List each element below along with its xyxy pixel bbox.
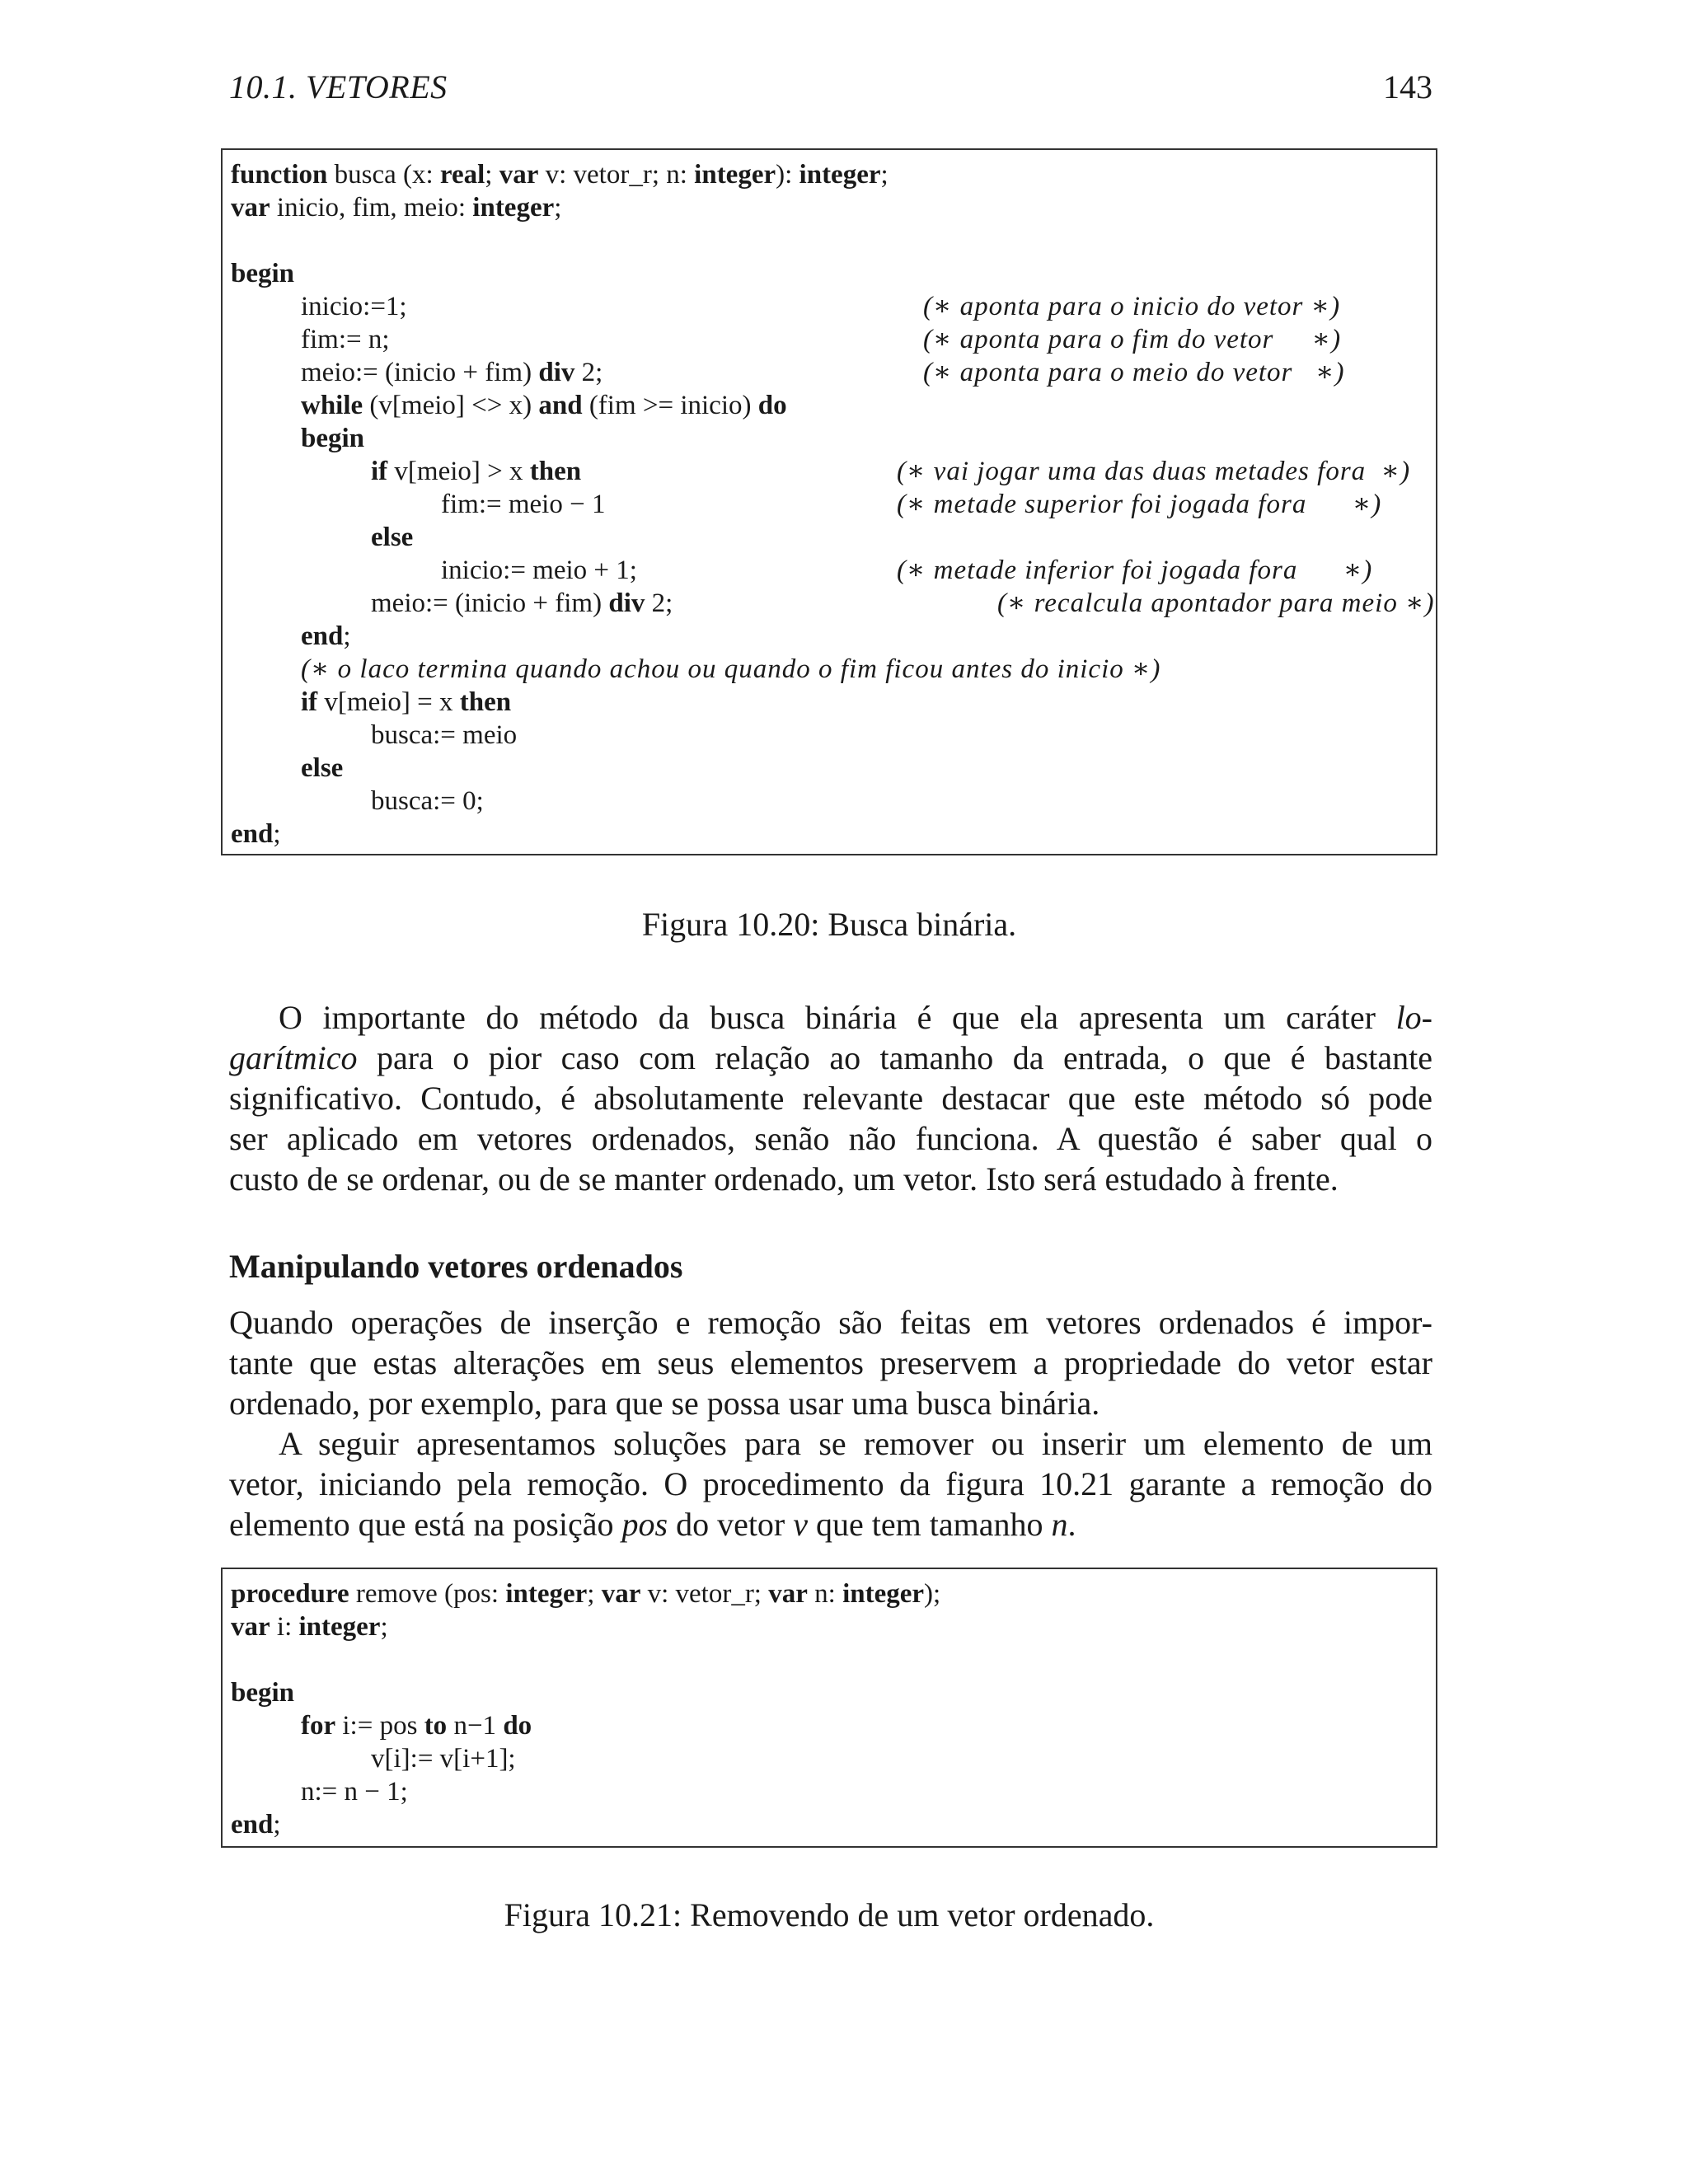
keyword: integer bbox=[505, 1579, 588, 1609]
code-line bbox=[301, 1709, 532, 1742]
text-run: (fim >= inicio) bbox=[582, 391, 758, 420]
code-line bbox=[231, 191, 561, 224]
code-listing-remove bbox=[221, 1568, 1437, 1848]
text-run: . bbox=[1067, 1506, 1076, 1543]
code-line bbox=[301, 389, 787, 422]
text-run: ): bbox=[776, 160, 799, 190]
code-line bbox=[371, 455, 581, 488]
text-run: A seguir apresentamos soluções para se remover ou inserir um elemento de um bbox=[279, 1425, 1432, 1462]
paragraph-line bbox=[229, 1383, 1432, 1423]
text-run: meio:= (inicio + fim) bbox=[301, 358, 539, 387]
keyword: div bbox=[538, 358, 575, 387]
code-comment: (∗ aponta para o fim do vetor ∗) bbox=[923, 325, 1342, 354]
code-line: inicio:= meio + 1; bbox=[441, 555, 637, 585]
text-run: n: bbox=[807, 1579, 843, 1609]
paragraph-line bbox=[229, 1078, 1432, 1118]
code-line bbox=[231, 1577, 940, 1610]
text-run: v: vetor_r; n: bbox=[538, 160, 695, 190]
emphasis: garítmico bbox=[229, 1039, 358, 1076]
keyword: begin bbox=[301, 424, 365, 453]
text-run: elemento que está na posição bbox=[229, 1506, 622, 1543]
keyword: else bbox=[301, 753, 344, 783]
keyword: if bbox=[371, 457, 388, 486]
text-run: ); bbox=[924, 1579, 941, 1609]
keyword: else bbox=[371, 523, 414, 552]
text-run: v[meio] > x bbox=[387, 457, 530, 486]
paragraph-line bbox=[229, 1038, 1432, 1078]
code-comment: (∗ o laco termina quando achou ou quando o fim ficou antes do inicio ∗) bbox=[301, 654, 1161, 684]
code-line: inicio:=1; bbox=[301, 292, 407, 321]
text-run: ; bbox=[380, 1612, 388, 1642]
keyword: var bbox=[231, 1612, 270, 1642]
emphasis: lo- bbox=[1395, 999, 1432, 1036]
text-run: i: bbox=[270, 1612, 299, 1642]
keyword: if bbox=[301, 687, 318, 717]
code-line bbox=[301, 686, 511, 719]
code-comment: (∗ metade inferior foi jogada fora ∗) bbox=[897, 555, 1373, 585]
keyword: integer bbox=[472, 193, 555, 223]
code-line bbox=[301, 752, 343, 785]
code-line bbox=[371, 587, 673, 620]
keyword: while bbox=[301, 391, 363, 420]
code-line: fim:= meio − 1 bbox=[441, 490, 606, 519]
keyword: integer bbox=[799, 160, 881, 190]
text-run: ; bbox=[587, 1579, 602, 1609]
text-run: vetor, iniciando pela remoção. O procedimento da figura 10.21 garante a remoção do bbox=[229, 1465, 1432, 1502]
keyword: end bbox=[231, 819, 274, 849]
paragraph-line bbox=[229, 1118, 1432, 1159]
text-run: para o pior caso com relação ao tamanho da entrada, o que é bastante bbox=[357, 1039, 1432, 1076]
text-run: busca (x: bbox=[327, 160, 440, 190]
keyword: for bbox=[301, 1711, 336, 1741]
text-run: ; bbox=[554, 193, 562, 223]
keyword: var bbox=[499, 160, 539, 190]
code-line bbox=[231, 1610, 388, 1643]
code-line bbox=[231, 158, 889, 191]
text-run: ser aplicado em vetores ordenados, senão não funciona. A questão é saber qual o bbox=[229, 1120, 1432, 1157]
text-run: que tem tamanho bbox=[808, 1506, 1052, 1543]
code-comment: (∗ recalcula apontador para meio ∗) bbox=[997, 588, 1435, 618]
keyword: begin bbox=[231, 259, 295, 288]
text-run: 2; bbox=[574, 358, 603, 387]
text-run: significativo. Contudo, é absolutamente relevante destacar que este método só pode bbox=[229, 1080, 1432, 1117]
text-run: ; bbox=[485, 160, 499, 190]
paragraph-line bbox=[229, 1302, 1432, 1343]
text-run: meio:= (inicio + fim) bbox=[371, 588, 609, 618]
text-run: v[meio] = x bbox=[317, 687, 460, 717]
text-run: remove (pos: bbox=[349, 1579, 506, 1609]
text-run: do vetor bbox=[668, 1506, 794, 1543]
code-line: busca:= meio bbox=[371, 720, 518, 750]
text-run: (v[meio] <> x) bbox=[363, 391, 539, 420]
code-line: fim:= n; bbox=[301, 325, 390, 354]
section-heading: Manipulando vetores ordenados bbox=[229, 1248, 683, 1285]
figure-caption-10-20: Figura 10.20: Busca binária. bbox=[641, 906, 1017, 943]
keyword: then bbox=[459, 687, 512, 717]
text-run: ; bbox=[343, 621, 351, 651]
keyword: end bbox=[301, 621, 344, 651]
text-run: ; bbox=[880, 160, 889, 190]
keyword: integer bbox=[842, 1579, 925, 1609]
paragraph-line bbox=[229, 1343, 1432, 1383]
code-line: n:= n − 1; bbox=[301, 1777, 408, 1807]
text-run: 2; bbox=[645, 588, 673, 618]
text-run: ; bbox=[273, 819, 281, 849]
paragraph-line bbox=[229, 1464, 1432, 1504]
keyword: begin bbox=[231, 1678, 295, 1708]
text-run: ; bbox=[273, 1810, 281, 1840]
code-listing-busca bbox=[221, 148, 1437, 855]
page-number: 143 bbox=[1383, 68, 1432, 105]
code-line: v[i]:= v[i+1]; bbox=[371, 1744, 516, 1774]
code-line bbox=[231, 818, 281, 851]
paragraph-line bbox=[229, 1504, 1432, 1544]
keyword: real bbox=[439, 160, 485, 190]
paragraph-line bbox=[229, 997, 1432, 1038]
text-run: ordenado, por exemplo, para que se possa usar uma busca binária. bbox=[229, 1385, 1100, 1422]
code-comment: (∗ metade superior foi jogada fora ∗) bbox=[897, 490, 1382, 519]
text-run: inicio, fim, meio: bbox=[270, 193, 473, 223]
code-comment: (∗ aponta para o inicio do vetor ∗) bbox=[923, 292, 1341, 321]
emphasis: pos bbox=[621, 1506, 668, 1543]
code-line bbox=[301, 620, 351, 653]
keyword: to bbox=[424, 1711, 448, 1741]
keyword: function bbox=[231, 160, 328, 190]
keyword: do bbox=[757, 391, 787, 420]
figure-caption-10-21: Figura 10.21: Removendo de um vetor ordenado. bbox=[504, 1896, 1155, 1933]
keyword: div bbox=[608, 588, 645, 618]
keyword: end bbox=[231, 1810, 274, 1840]
paragraph bbox=[229, 1302, 1432, 1423]
text-run: v: vetor_r; bbox=[640, 1579, 769, 1609]
emphasis: n bbox=[1051, 1506, 1068, 1543]
code-line bbox=[231, 257, 294, 290]
code-line: busca:= 0; bbox=[371, 786, 484, 816]
paragraph bbox=[229, 997, 1432, 1199]
keyword: integer bbox=[694, 160, 776, 190]
text-run: tante que estas alterações em seus elementos preservem a propriedade do vetor estar bbox=[229, 1344, 1432, 1381]
emphasis: v bbox=[793, 1506, 809, 1543]
keyword: var bbox=[601, 1579, 641, 1609]
code-line bbox=[301, 356, 603, 389]
keyword: integer bbox=[298, 1612, 381, 1642]
running-header bbox=[229, 68, 1432, 109]
code-line bbox=[371, 521, 413, 554]
keyword: do bbox=[503, 1711, 532, 1741]
code-comment: (∗ vai jogar uma das duas metades fora ∗) bbox=[897, 457, 1411, 486]
text-run: i:= pos bbox=[335, 1711, 424, 1741]
keyword: var bbox=[768, 1579, 808, 1609]
paragraph-line bbox=[229, 1159, 1432, 1199]
chapter-section-title: 10.1. VETORES bbox=[229, 68, 448, 105]
code-line bbox=[301, 422, 364, 455]
paragraph-line bbox=[229, 1423, 1432, 1464]
keyword: procedure bbox=[231, 1579, 349, 1609]
paragraph bbox=[229, 1423, 1432, 1544]
text-run: custo de se ordenar, ou de se manter ordenado, um vetor. Isto será estudado à frente. bbox=[229, 1160, 1339, 1197]
keyword: and bbox=[538, 391, 583, 420]
text-run: Quando operações de inserção e remoção são feitas em vetores ordenados é impor- bbox=[229, 1304, 1432, 1341]
code-line bbox=[231, 1808, 281, 1841]
keyword: var bbox=[231, 193, 270, 223]
text-run: n−1 bbox=[447, 1711, 504, 1741]
text-run: O importante do método da busca binária é que ela apresenta um caráter bbox=[279, 999, 1396, 1036]
code-line bbox=[231, 1676, 294, 1709]
code-comment: (∗ aponta para o meio do vetor ∗) bbox=[923, 358, 1345, 387]
keyword: then bbox=[529, 457, 582, 486]
